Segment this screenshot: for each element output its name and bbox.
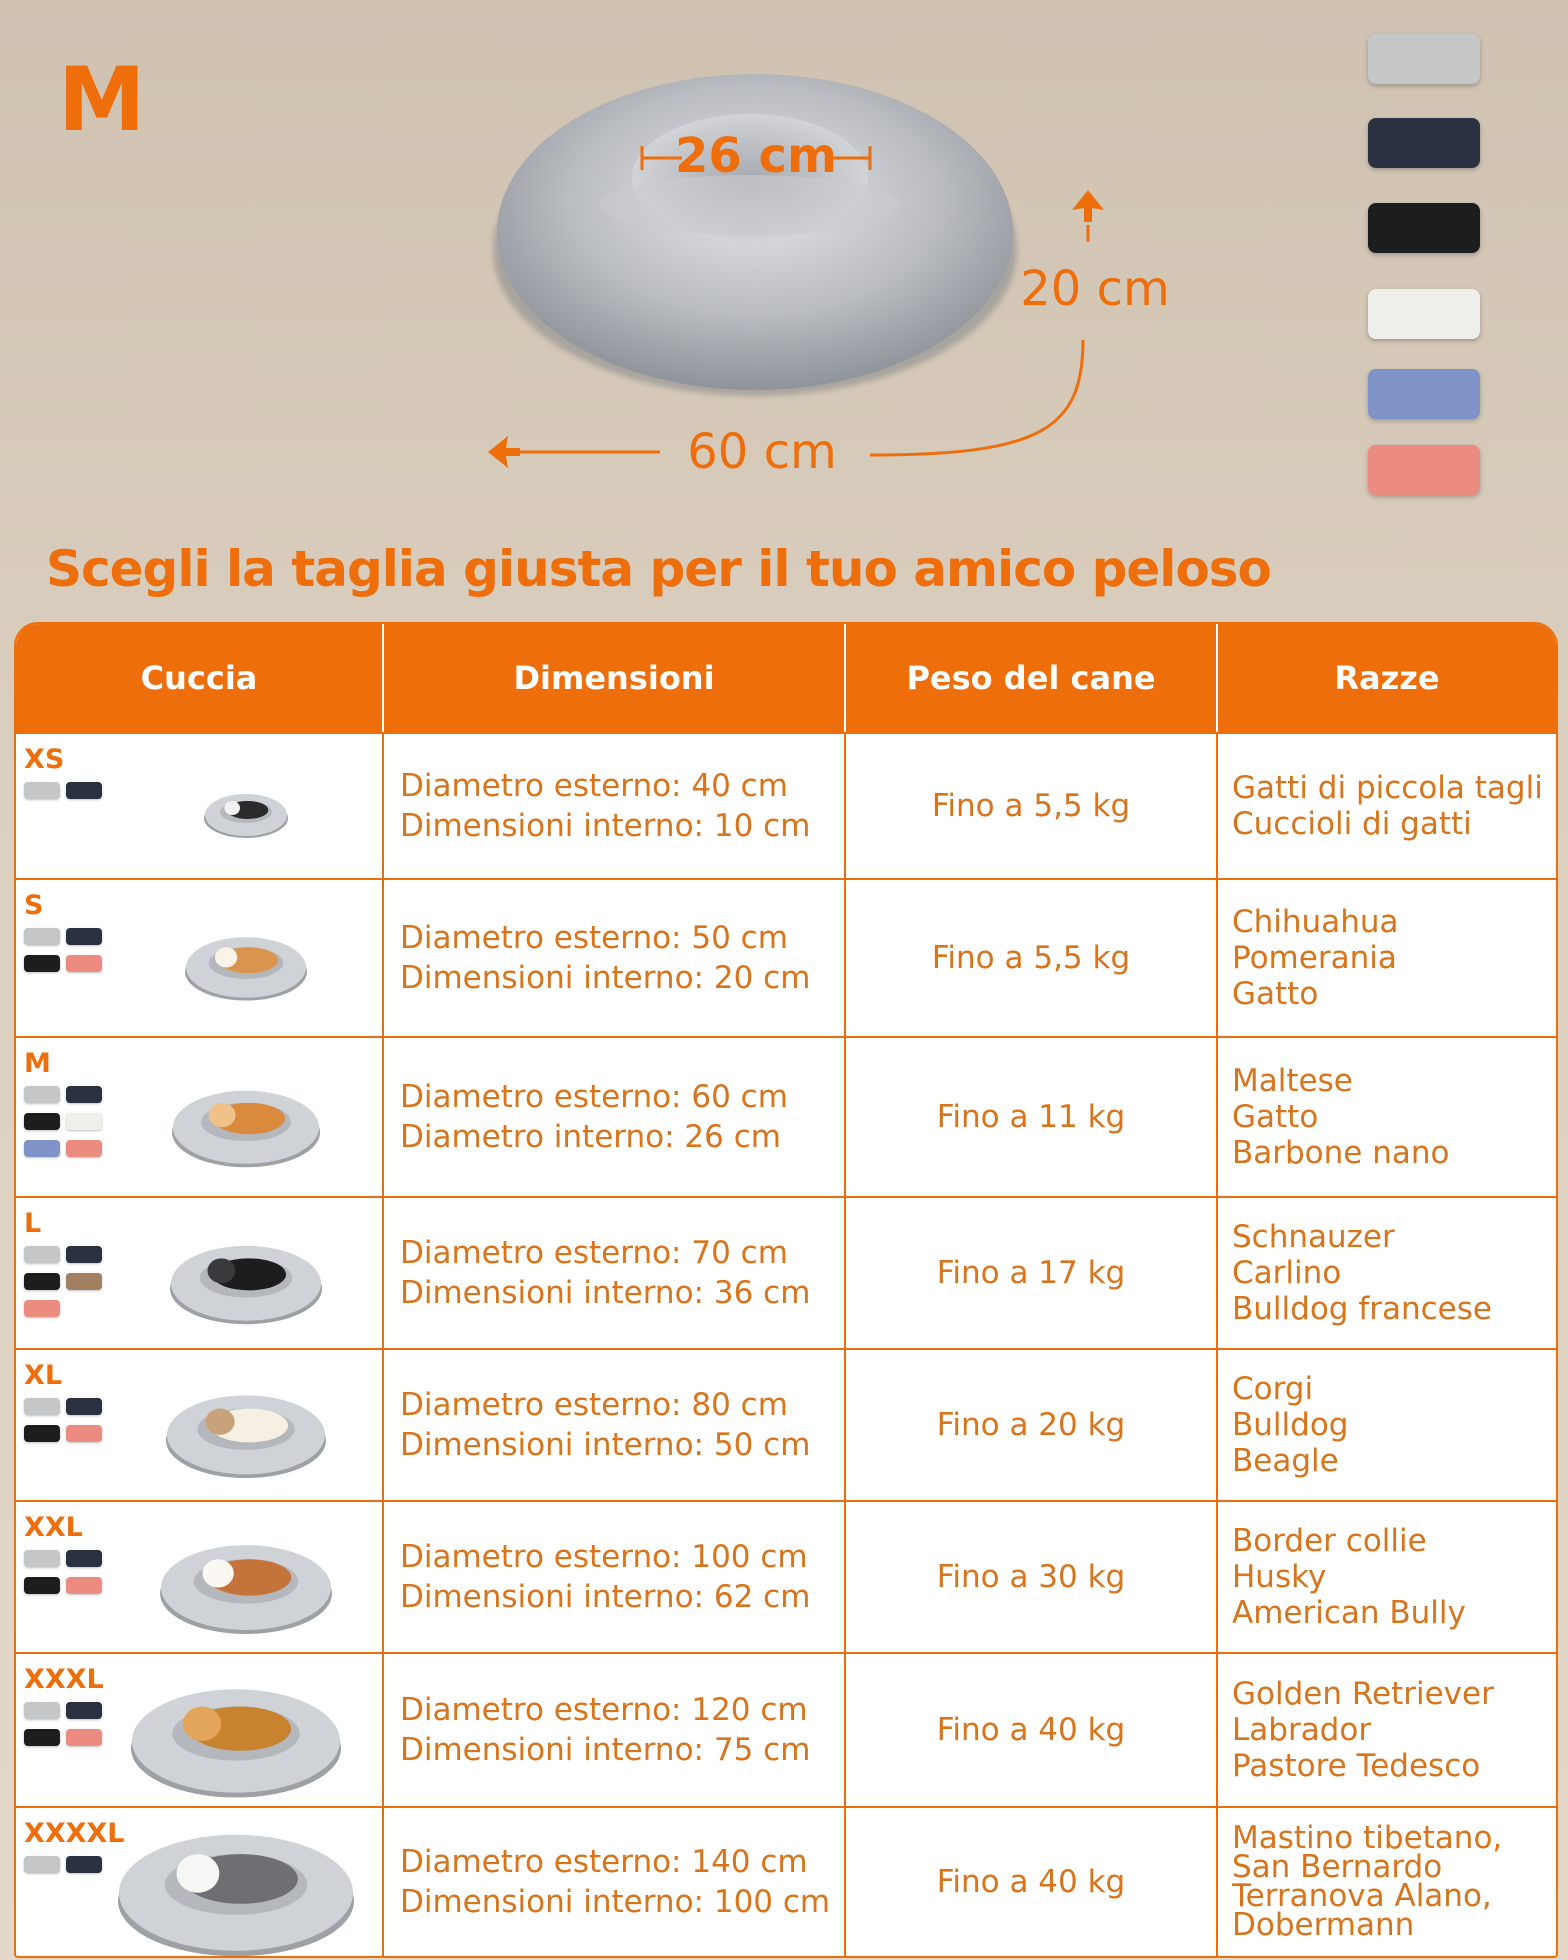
- color-swatch-navy[interactable]: [1368, 118, 1480, 168]
- outer-diameter: Diametro esterno: 140 cm: [400, 1844, 808, 1880]
- inner-diameter: Dimensioni interno: 100 cm: [400, 1884, 831, 1920]
- table-body: [16, 732, 1556, 1956]
- breeds-cell: [1218, 1198, 1556, 1348]
- hero-illustration: [0, 0, 1568, 540]
- color-swatch-pink[interactable]: [1368, 445, 1480, 495]
- table-row: [16, 878, 1556, 1036]
- dimensions-cell: [384, 1198, 846, 1348]
- bed-cell: [16, 1350, 384, 1500]
- bed-photo: [169, 1237, 323, 1326]
- breeds-cell: [1218, 1350, 1556, 1500]
- dimensions-cell: [384, 1502, 846, 1652]
- breed-name: Maltese: [1232, 1063, 1353, 1099]
- available-colors: [24, 782, 102, 799]
- color-swatch-blue[interactable]: [1368, 369, 1480, 419]
- inner-diameter: Dimensioni interno: 36 cm: [400, 1275, 811, 1311]
- breeds-cell: [1218, 880, 1556, 1036]
- breed-name: American Bully: [1232, 1595, 1466, 1631]
- header-dimensions: Dimensioni: [384, 624, 846, 732]
- breed-name: Bulldog: [1232, 1407, 1349, 1443]
- breed-name: Gatti di piccola tagli: [1232, 770, 1543, 806]
- color-chip[interactable]: [66, 1577, 102, 1594]
- color-chip[interactable]: [24, 1856, 60, 1873]
- table-row: [16, 1652, 1556, 1806]
- inner-diameter: Dimensioni interno: 20 cm: [400, 960, 811, 996]
- breed-name: Husky: [1232, 1559, 1327, 1595]
- color-chip[interactable]: [66, 1140, 102, 1157]
- size-code: XXXXL: [24, 1818, 125, 1849]
- table-row: [16, 1036, 1556, 1196]
- outer-diameter: Diametro esterno: 60 cm: [400, 1079, 788, 1115]
- weight-cell: Fino a 17 kg: [846, 1198, 1218, 1348]
- outer-diameter-label: 60 cm: [687, 424, 837, 480]
- color-chip[interactable]: [66, 1550, 102, 1567]
- breed-name: Golden Retriever: [1232, 1676, 1494, 1712]
- color-chip[interactable]: [66, 782, 102, 799]
- breed-name: San Bernardo: [1232, 1849, 1443, 1885]
- color-chip[interactable]: [24, 1273, 60, 1290]
- table-row: [16, 1806, 1556, 1956]
- dimensions-cell: [384, 734, 846, 878]
- color-chip[interactable]: [66, 1273, 102, 1290]
- breed-name: Dobermann: [1232, 1907, 1415, 1943]
- weight-cell: Fino a 11 kg: [846, 1038, 1218, 1196]
- color-chip[interactable]: [24, 1246, 60, 1263]
- dimensions-cell: [384, 1654, 846, 1806]
- available-colors: [24, 928, 102, 972]
- color-chip[interactable]: [24, 928, 60, 945]
- bed-cell: [16, 1038, 384, 1196]
- available-colors: [24, 1086, 102, 1157]
- bed-photo: [171, 1082, 321, 1169]
- breed-name: Chihuahua: [1232, 904, 1399, 940]
- table-header: [16, 624, 1556, 732]
- outer-diameter: Diametro esterno: 80 cm: [400, 1387, 788, 1423]
- outer-diameter: Diametro esterno: 100 cm: [400, 1539, 808, 1575]
- color-chip[interactable]: [66, 1702, 102, 1719]
- color-swatch-black[interactable]: [1368, 203, 1480, 253]
- color-swatch-white[interactable]: [1368, 289, 1480, 339]
- color-chip[interactable]: [24, 1300, 60, 1317]
- breeds-cell: [1218, 734, 1556, 878]
- color-chip[interactable]: [24, 1113, 60, 1130]
- breed-name: Cuccioli di gatti: [1232, 806, 1472, 842]
- table-row: [16, 732, 1556, 878]
- header-weight: Peso del cane: [846, 624, 1218, 732]
- bed-photo: [165, 1386, 327, 1480]
- breed-name: Barbone nano: [1232, 1135, 1450, 1171]
- color-chip[interactable]: [24, 1140, 60, 1157]
- weight-cell: Fino a 5,5 kg: [846, 734, 1218, 878]
- bed-photo: [159, 1535, 333, 1636]
- arrow-head-up: [1072, 190, 1104, 222]
- inner-diameter-label: 26 cm: [675, 128, 837, 184]
- color-chip[interactable]: [66, 1729, 102, 1746]
- available-colors: [24, 1398, 102, 1442]
- breeds-cell: [1218, 1502, 1556, 1652]
- table-row: [16, 1196, 1556, 1348]
- size-table: [14, 622, 1558, 1958]
- color-swatch-grey[interactable]: [1368, 34, 1480, 84]
- breeds-cell: [1218, 1038, 1556, 1196]
- arrow-head-left: [488, 436, 520, 468]
- table-row: [16, 1348, 1556, 1500]
- color-chip[interactable]: [66, 1246, 102, 1263]
- bed-cell: [16, 734, 384, 878]
- inner-diameter: Dimensioni interno: 75 cm: [400, 1732, 811, 1768]
- outer-diameter: Diametro esterno: 70 cm: [400, 1235, 788, 1271]
- page-headline: Scegli la taglia giusta per il tuo amico peloso: [46, 540, 1271, 598]
- inner-diameter: Dimensioni interno: 62 cm: [400, 1579, 811, 1615]
- breed-name: Gatto: [1232, 976, 1319, 1012]
- header-bed: Cuccia: [16, 624, 384, 732]
- dimensions-cell: [384, 1350, 846, 1500]
- height-label: 20 cm: [1020, 261, 1170, 317]
- bed-cell: [16, 1808, 384, 1956]
- size-letter: M: [58, 48, 146, 151]
- weight-cell: Fino a 30 kg: [846, 1502, 1218, 1652]
- bed-photo: [130, 1677, 342, 1800]
- dimensions-cell: [384, 1038, 846, 1196]
- breed-name: Terranova Alano,: [1232, 1878, 1492, 1914]
- weight-cell: Fino a 20 kg: [846, 1350, 1218, 1500]
- size-code: XXXL: [24, 1664, 104, 1695]
- breeds-cell: [1218, 1654, 1556, 1806]
- table-row: [16, 1500, 1556, 1652]
- size-code: S: [24, 890, 44, 921]
- available-colors: [24, 1702, 102, 1746]
- header-breeds: Razze: [1334, 659, 1440, 697]
- color-chip[interactable]: [24, 1702, 60, 1719]
- inner-diameter: Dimensioni interno: 50 cm: [400, 1427, 811, 1463]
- color-chip[interactable]: [66, 1398, 102, 1415]
- dimensions-cell: [384, 880, 846, 1036]
- breed-name: Bulldog francese: [1232, 1291, 1492, 1327]
- bed-cell: [16, 1198, 384, 1348]
- breed-name: Gatto: [1232, 1099, 1319, 1135]
- weight-cell: Fino a 5,5 kg: [846, 880, 1218, 1036]
- weight-cell: Fino a 40 kg: [846, 1654, 1218, 1806]
- size-code: L: [24, 1208, 42, 1239]
- color-chip[interactable]: [66, 955, 102, 972]
- size-code: XL: [24, 1360, 63, 1391]
- breed-name: Corgi: [1232, 1371, 1314, 1407]
- color-chip[interactable]: [66, 1856, 102, 1873]
- bed-cell: [16, 1502, 384, 1652]
- available-colors: [24, 1856, 102, 1873]
- color-chip[interactable]: [24, 1425, 60, 1442]
- inner-diameter: Diametro interno: 26 cm: [400, 1119, 781, 1155]
- outer-diameter: Diametro esterno: 120 cm: [400, 1692, 808, 1728]
- available-colors: [24, 1550, 102, 1594]
- breed-name: Mastino tibetano,: [1232, 1820, 1503, 1856]
- breed-name: Labrador: [1232, 1712, 1372, 1748]
- color-chip[interactable]: [24, 1398, 60, 1415]
- inner-diameter: Dimensioni interno: 10 cm: [400, 808, 811, 844]
- bed-photo: [184, 930, 308, 1002]
- color-chip[interactable]: [24, 955, 60, 972]
- breed-name: Carlino: [1232, 1255, 1342, 1291]
- color-chip[interactable]: [24, 1577, 60, 1594]
- size-code: M: [24, 1048, 51, 1079]
- breeds-cell: [1218, 1808, 1556, 1956]
- size-code: XS: [24, 744, 65, 775]
- size-code: XXL: [24, 1512, 83, 1543]
- hero-bed-image: [493, 74, 1017, 396]
- color-chip[interactable]: [24, 1086, 60, 1103]
- dimensions-cell: [384, 1808, 846, 1956]
- weight-cell: Fino a 40 kg: [846, 1808, 1218, 1956]
- color-chip[interactable]: [66, 1086, 102, 1103]
- color-chip[interactable]: [24, 1729, 60, 1746]
- breed-name: Border collie: [1232, 1523, 1427, 1559]
- bed-photo: [203, 789, 289, 839]
- color-chip[interactable]: [66, 1425, 102, 1442]
- breed-name: Pomerania: [1232, 940, 1397, 976]
- outer-diameter: Diametro esterno: 50 cm: [400, 920, 788, 956]
- color-chip[interactable]: [66, 928, 102, 945]
- color-chip[interactable]: [66, 1113, 102, 1130]
- color-chip[interactable]: [24, 1550, 60, 1567]
- available-colors: [24, 1246, 102, 1317]
- breed-name: Pastore Tedesco: [1232, 1748, 1481, 1784]
- color-chip[interactable]: [24, 782, 60, 799]
- outer-diameter: Diametro esterno: 40 cm: [400, 768, 788, 804]
- breed-name: Beagle: [1232, 1443, 1339, 1479]
- bed-photo: [117, 1821, 355, 1958]
- bed-cell: [16, 880, 384, 1036]
- bed-cell: [16, 1654, 384, 1806]
- breed-name: Schnauzer: [1232, 1219, 1395, 1255]
